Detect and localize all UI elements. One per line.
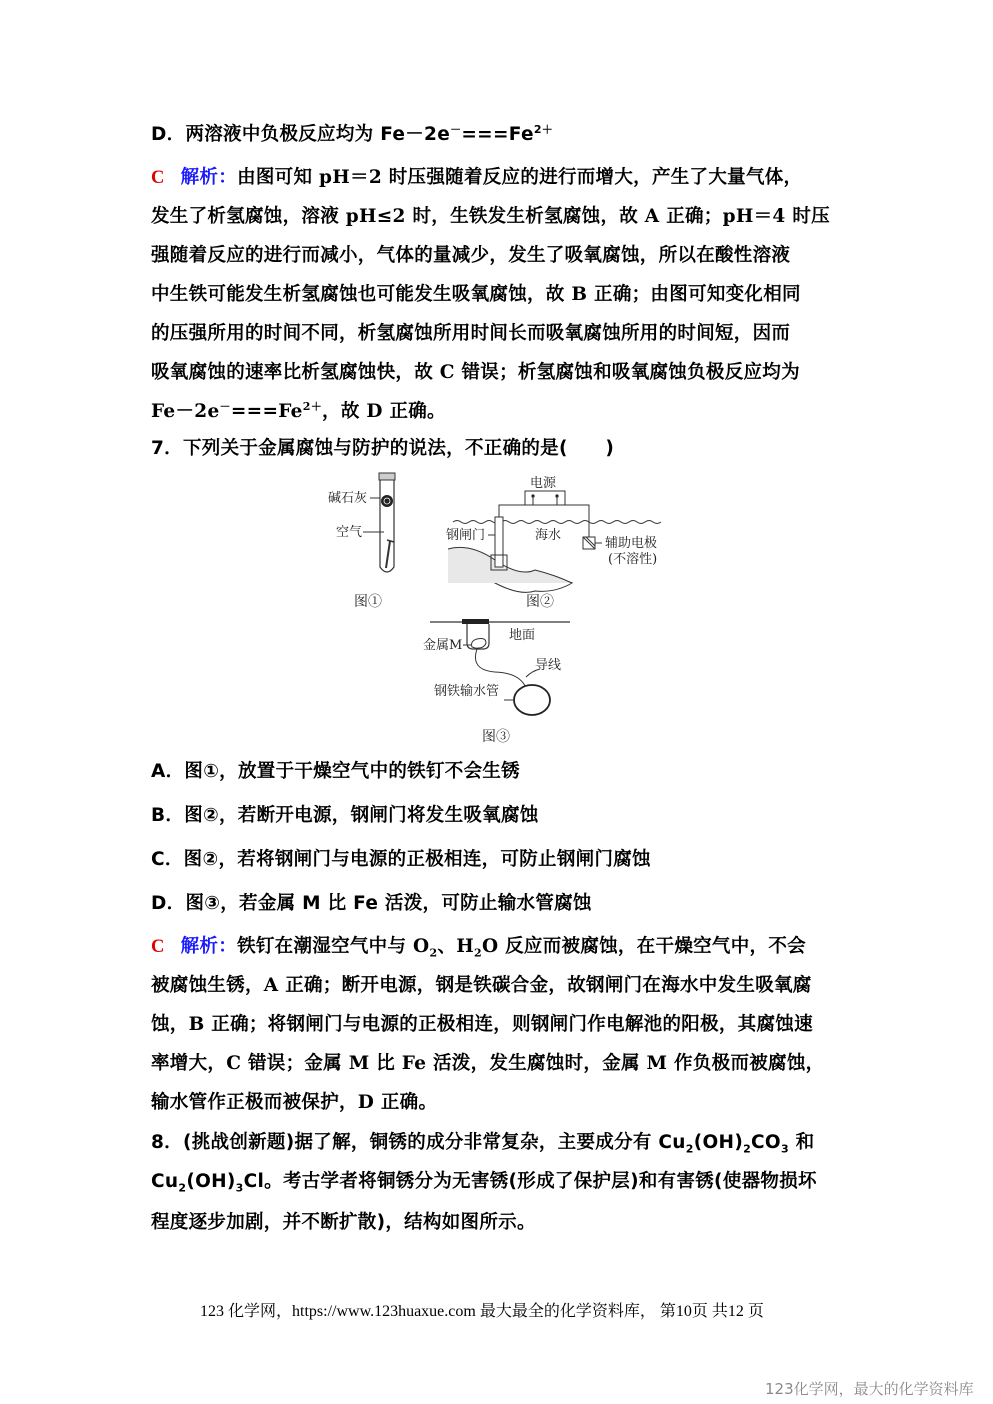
water-pipe	[514, 685, 550, 715]
cover-plate	[462, 619, 489, 624]
q8-stem-line-1	[151, 1128, 814, 1154]
watermark: 123化学网，最大的化学资料库	[765, 1380, 974, 1398]
iron-nail-head	[387, 540, 394, 542]
subscript: 2	[178, 1181, 187, 1195]
figure-1	[328, 473, 395, 610]
soda-lime-label: 碱石灰	[328, 491, 368, 506]
stem-text: CO	[751, 1132, 781, 1153]
fig2-caption: 图②	[526, 594, 554, 610]
q6-answer-line-6: 吸氧腐蚀的速率比析氢腐蚀快，故 C 错误；析氢腐蚀和吸氧腐蚀负极反应均为	[151, 362, 800, 383]
answer-letter: C	[151, 168, 165, 188]
fig3-caption: 图③	[482, 729, 510, 745]
analysis-label: 解析：	[180, 167, 238, 188]
gate-label: 钢闸门	[446, 528, 486, 543]
q8-stem-line-2	[151, 1167, 817, 1193]
q7-option-b: B．图②，若断开电源，钢闸门将发生吸氧腐蚀	[151, 805, 539, 826]
superscript: 2＋	[302, 399, 323, 413]
q7-figures	[320, 465, 680, 755]
iron-nail	[386, 541, 390, 568]
q6-answer-line-1	[151, 163, 802, 189]
ground-label: 地面	[509, 628, 536, 643]
q7-option-d: D．图③，若金属 M 比 Fe 活泼，可防止输水管腐蚀	[151, 893, 592, 914]
q6-option-d	[151, 120, 553, 146]
water-surface	[453, 521, 661, 524]
wire-label: 导线	[535, 658, 562, 673]
q6-answer-line-3: 强随着反应的进行而减小，气体的量减少，发生了吸氧腐蚀，所以在酸性溶液	[151, 245, 791, 266]
analysis-text: 、H	[437, 936, 474, 957]
subscript: 2	[429, 946, 438, 960]
metal-m-label: 金属M	[423, 638, 463, 653]
stem-text: 8．(挑战创新题)据了解，铜锈的成分非常复杂，主要成分有 Cu	[151, 1132, 686, 1153]
superscript: 2＋	[533, 122, 554, 136]
stem-text: 和	[788, 1132, 815, 1153]
page-footer: 123 化学网，https://www.123huaxue.com 最大最全的化学资料库， 第10页 共12 页	[200, 1303, 764, 1320]
q6-answer-line-5: 的压强所用的时间不同，析氢腐蚀所用时间长而吸氧腐蚀所用的时间短，因而	[151, 323, 791, 344]
analysis-label: 解析：	[180, 936, 238, 957]
test-tube-stopper	[379, 473, 395, 480]
subscript: 3	[235, 1181, 244, 1195]
option-text: D．两溶液中负极反应均为 Fe－2e	[151, 124, 451, 145]
analysis-text: Fe－2e	[151, 401, 220, 422]
subscript: 2	[474, 946, 482, 960]
q7-answer-line-3: 蚀，B 正确；将钢闸门与电源的正极相连，则钢闸门作电解池的阳极，其腐蚀速	[151, 1014, 813, 1035]
seawater-label: 海水	[535, 528, 562, 543]
q6-answer-line-4: 中生铁可能发生析氢腐蚀也可能发生吸氧腐蚀，故 B 正确；由图可知变化相同	[151, 284, 801, 305]
analysis-text: ，故 D 正确。	[322, 401, 446, 422]
steel-gate	[495, 517, 503, 567]
q7-option-a: A．图①，放置于干燥空气中的铁钉不会生锈	[151, 761, 520, 782]
air-label: 空气	[336, 525, 363, 540]
figure-3	[423, 619, 570, 745]
power-source	[525, 491, 565, 505]
q7-answer-line-5: 输水管作正极而被保护，D 正确。	[151, 1092, 438, 1113]
superscript: －	[219, 399, 231, 413]
superscript: －	[450, 122, 462, 136]
subscript: 2	[685, 1142, 694, 1156]
answer-letter: C	[151, 937, 165, 957]
soda-lime-ball	[381, 495, 393, 507]
q7-option-c: C．图②，若将钢闸门与电源的正极相连，可防止钢闸门腐蚀	[151, 849, 651, 870]
q6-answer-line-7	[151, 397, 446, 423]
analysis-text: 铁钉在潮湿空气中与 O	[237, 936, 430, 957]
stem-text: (OH)	[693, 1132, 744, 1153]
stem-text: Cl。考古学者将铜锈分为无害锈(形成了保护层)和有害锈(使器物损坏	[243, 1171, 817, 1192]
fig1-caption: 图①	[354, 594, 382, 610]
q7-stem: 7．下列关于金属腐蚀与防护的说法，不正确的是( )	[151, 438, 615, 459]
q7-answer-line-4: 率增大，C 错误；金属 M 比 Fe 活泼，发生腐蚀时，金属 M 作负极而被腐蚀，	[151, 1053, 825, 1074]
figure-2	[446, 475, 661, 610]
analysis-text: O 反应而被腐蚀，在干燥空气中，不会	[481, 936, 806, 957]
aux-electrode-label: 辅助电极	[605, 536, 658, 551]
metal-m	[472, 639, 486, 649]
analysis-text: 由图可知 pH＝2 时压强随着反应的进行而增大，产生了大量气体，	[237, 167, 803, 188]
analysis-text: ===Fe	[230, 401, 303, 422]
option-text: ===Fe	[461, 124, 534, 145]
subscript: 3	[780, 1142, 789, 1156]
subscript: 2	[743, 1142, 752, 1156]
q7-answer-line-2: 被腐蚀生锈，A 正确；断开电源，钢是铁碳合金，故钢闸门在海水中发生吸氧腐	[151, 975, 812, 996]
insoluble-label: (不溶性)	[608, 552, 658, 567]
pipe-label: 钢铁输水管	[434, 684, 500, 699]
wire	[475, 649, 526, 688]
q7-answer-line-1	[151, 932, 806, 958]
seabed	[448, 547, 572, 583]
q8-stem-line-3: 程度逐步加剧，并不断扩散)，结构如图所示。	[151, 1212, 536, 1233]
power-label: 电源	[530, 476, 557, 491]
stem-text: Cu	[151, 1171, 179, 1192]
q6-answer-line-2: 发生了析氢腐蚀，溶液 pH≤2 时，生铁发生析氢腐蚀，故 A 正确；pH＝4 时压	[151, 206, 830, 227]
stem-text: (OH)	[186, 1171, 236, 1192]
